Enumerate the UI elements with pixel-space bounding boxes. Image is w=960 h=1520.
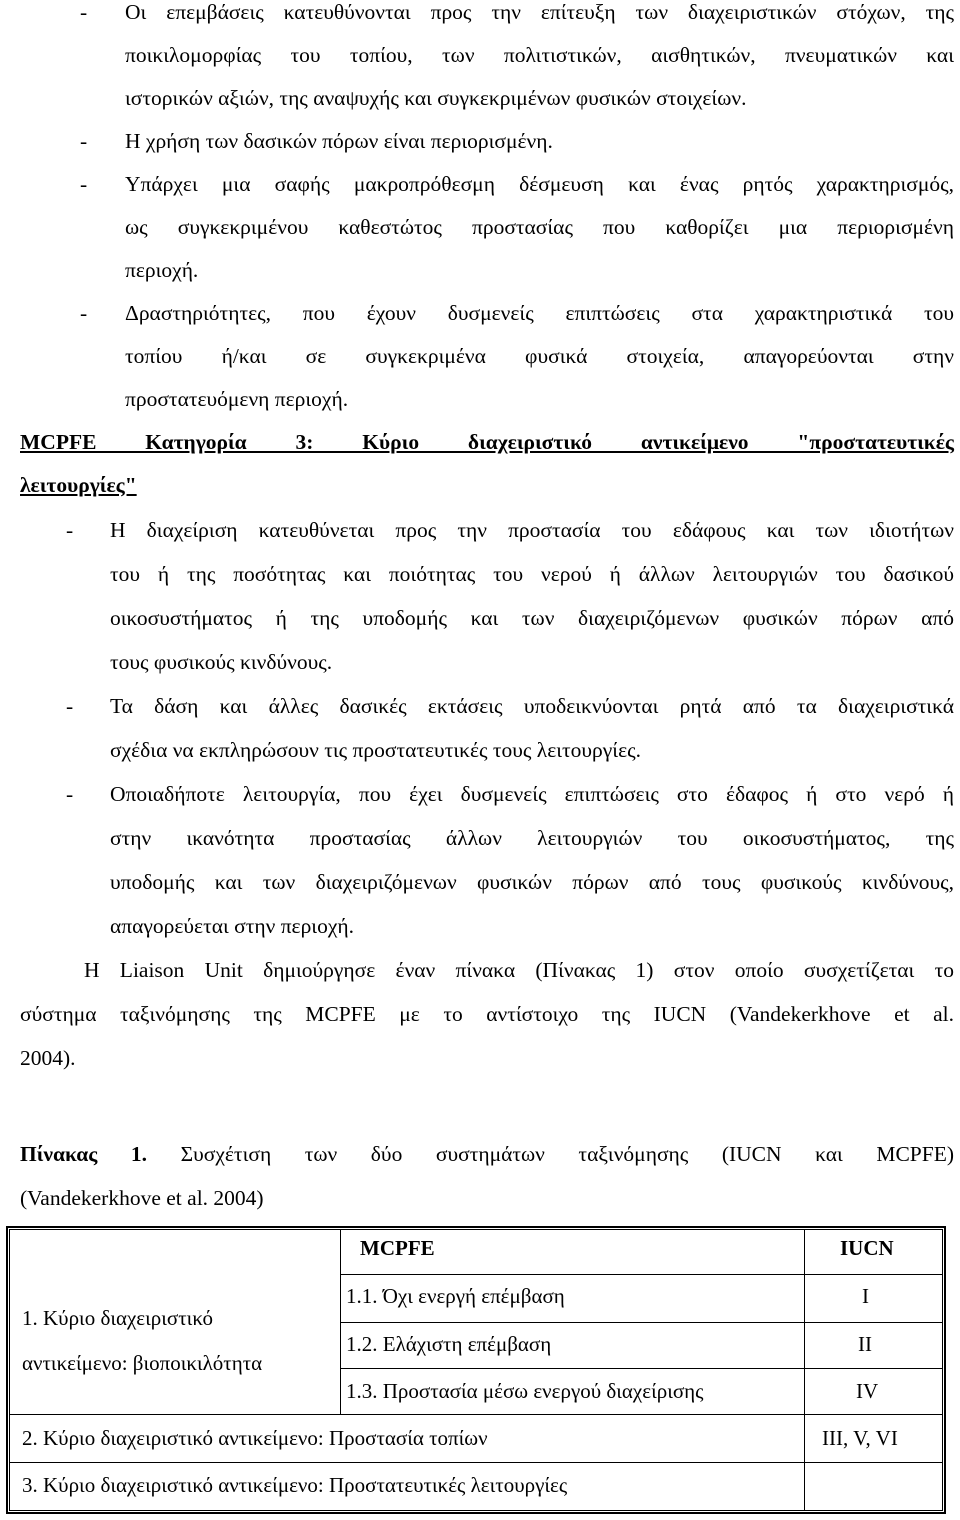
group1-label-line: αντικείμενο: βιοποικιλότητα [22,1351,263,1375]
table-cell-mcpfe: 1.3. Προστασία μέσω ενεργού διαχείρισης [346,1379,704,1403]
table-caption-label: Πίνακας 1. [20,1142,148,1166]
table-caption-cont: (Vandekerkhove et al. 2004) [20,1186,264,1210]
bullet-text-line: ποικιλομορφίας του τοπίου, των πολιτιστικών, αισθητικών, πνευματικών και [125,43,954,67]
bullet-text-line: τοπίου ή/και σε συγκεκριμένα φυσικά στοιχεία, απαγορεύονται στην [125,344,954,368]
paragraph-line: Η Liaison Unit δημιούργησε έναν πίνακα (Πίνακας 1) στον οποίο συσχετίζεται το [84,958,954,982]
bullet-text-line: Η χρήση των δασικών πόρων είναι περιορισμένη. [125,129,553,153]
table-cell-mcpfe: 1.1. Όχι ενεργή επέμβαση [346,1284,565,1308]
table-row2-iucn: III, V, VI [822,1426,898,1450]
bullet-text-line: σχέδια να εκπληρώσουν τις προστατευτικές τους λειτουργίες. [110,738,641,762]
bullet-text-line: ιστορικών αξιών, της αναψυχής και συγκεκριμένων φυσικών στοιχείων. [125,86,747,110]
bullet-dash: - [80,172,88,196]
table-caption [20,1142,954,1167]
bullet-text-line: ως συγκεκριμένου καθεστώτος προστασίας που καθορίζει μια περιορισμένη [125,215,954,239]
bullet-text-line: Υπάρχει μια σαφής μακροπρόθεσμη δέσμευση και ένας ρητός χαρακτηρισμός, [125,172,954,196]
bullet-text-line: οικοσυστήματος ή της υποδομής και των διαχειριζόμενων φυσικών πόρων από [110,606,954,630]
bullet-text-line: Τα δάση και άλλες δασικές εκτάσεις υποδεικνύονται ρητά από τα διαχειριστικά [110,694,954,718]
category3-heading-cont: λειτουργίες" [20,473,137,497]
bullet-text-line: περιοχή. [125,258,199,282]
bullet-text-line: απαγορεύεται στην περιοχή. [110,914,355,938]
paragraph-line: σύστημα ταξινόμησης της MCPFE με το αντίστοιχο της IUCN (Vandekerkhove et al. [20,1002,954,1026]
table-caption-text: Συσχέτιση των δύο συστημάτων ταξινόμησης (IUCN και MCPFE) [180,1142,954,1166]
paragraph-line: 2004). [20,1046,76,1070]
bullet-text-line: του ή της ποσότητας και ποιότητας του νερού ή άλλων λειτουργιών του δασικού [110,562,954,586]
group1-label-line: 1. Κύριο διαχειριστικό [22,1306,213,1330]
table-cell-mcpfe: 1.2. Ελάχιστη επέμβαση [346,1332,552,1356]
header-iucn: IUCN [840,1236,894,1260]
classification-table [6,1226,946,1514]
bullet-dash: - [80,0,88,24]
table-row2-label: 2. Κύριο διαχειριστικό αντικείμενο: Προστασία τοπίων [22,1426,488,1450]
header-mcpfe: MCPFE [360,1236,435,1260]
bullet-text-line: Οποιαδήποτε λειτουργία, που έχει δυσμενείς επιπτώσεις στο έδαφος ή στο νερό ή [110,782,954,806]
bullet-text-line: Δραστηριότητες, που έχουν δυσμενείς επιπτώσεις στα χαρακτηριστικά του [125,301,954,325]
bullet-text-line: προστατευόμενη περιοχή. [125,387,349,411]
bullet-text-line: Οι επεμβάσεις κατευθύνονται προς την επίτευξη των διαχειριστικών στόχων, της [125,0,954,24]
bullet-text-line: στην ικανότητα προστασίας άλλων λειτουργιών του οικοσυστήματος, της [110,826,954,850]
table-cell-iucn: II [858,1332,872,1356]
category3-heading: MCPFE Κατηγορία 3: Κύριο διαχειριστικό αντικείμενο "προστατευτικές [20,430,954,454]
table-row3-label: 3. Κύριο διαχειριστικό αντικείμενο: Προστατευτικές λειτουργίες [22,1473,568,1497]
table-cell-iucn: I [862,1284,869,1308]
bullet-text-line: υποδομής και των διαχειριζόμενων φυσικών πόρων από τους φυσικούς κινδύνους, [110,870,954,894]
bullet-dash: - [66,782,74,806]
bullet-dash: - [80,129,88,153]
bullet-dash: - [66,694,74,718]
bullet-text-line: τους φυσικούς κινδύνους. [110,650,333,674]
table-cell-iucn: IV [856,1379,879,1403]
bullet-dash: - [66,518,74,542]
bullet-text-line: Η διαχείριση κατευθύνεται προς την προστασία του εδάφους και των ιδιοτήτων [110,518,954,542]
bullet-dash: - [80,301,88,325]
